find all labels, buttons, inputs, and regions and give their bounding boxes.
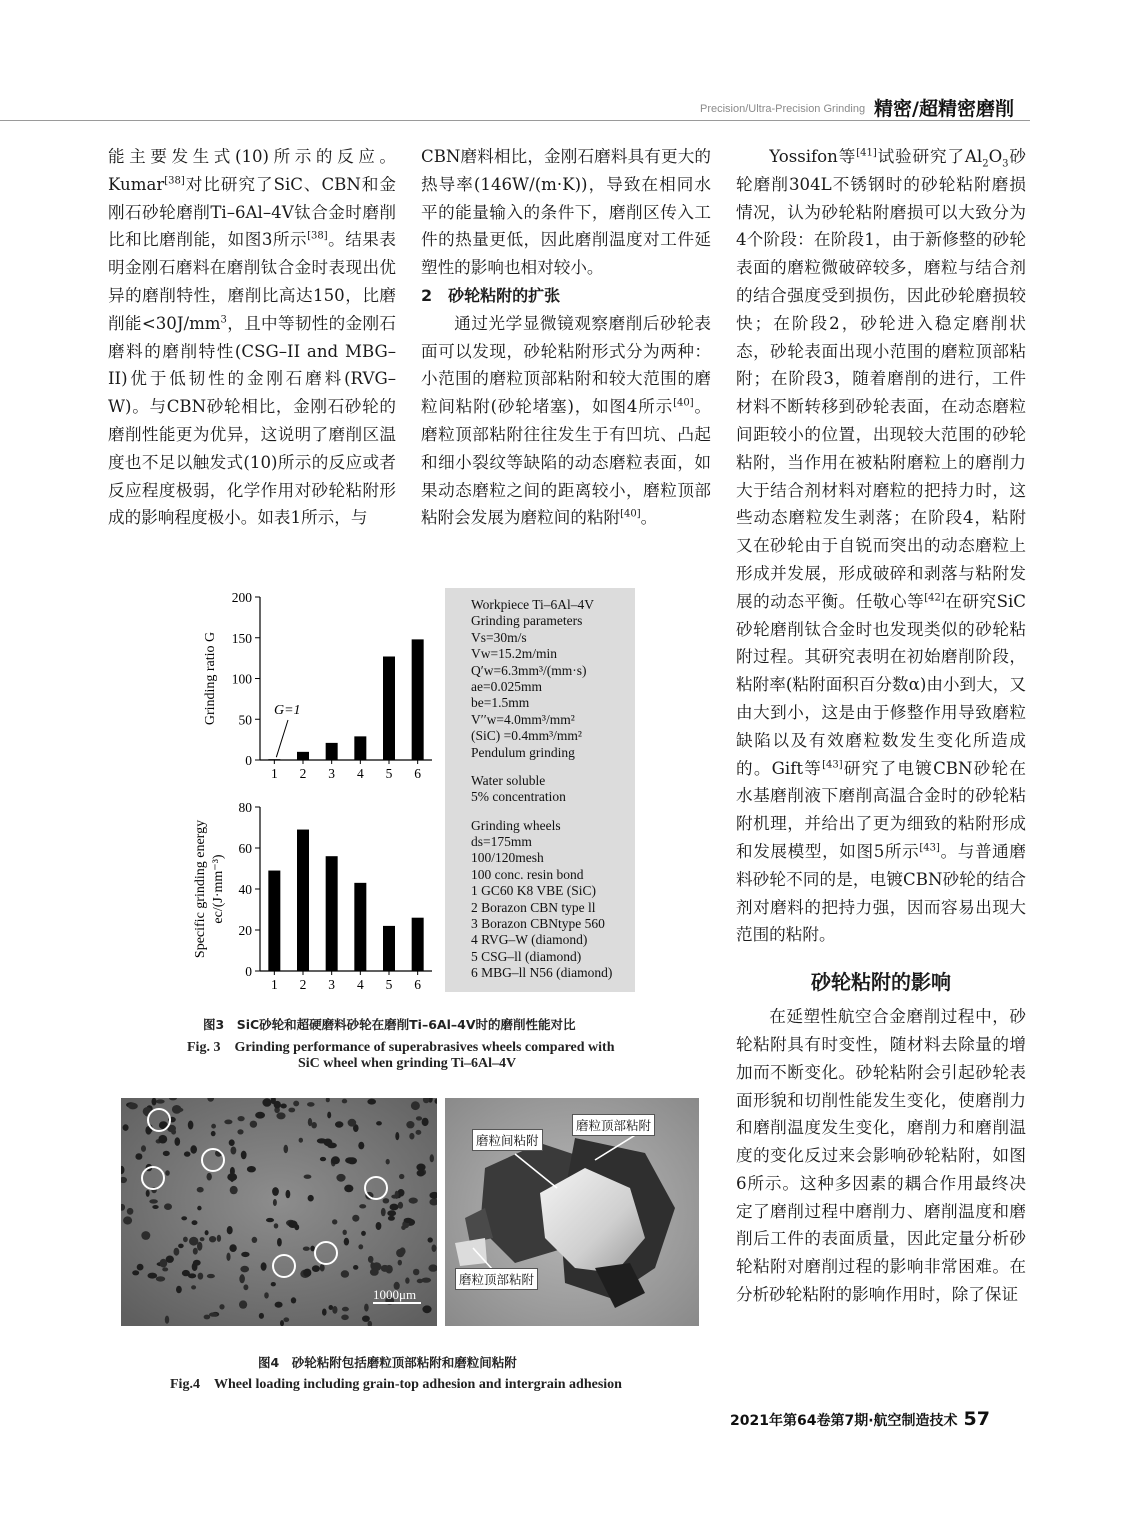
label-intergrain-adhesion: 磨粒间粘附 xyxy=(472,1129,543,1151)
annotation-pointer xyxy=(276,720,288,757)
scale-bar-label: 1000μm xyxy=(373,1287,417,1302)
legend-line: Vs=30m/s xyxy=(471,629,527,645)
legend-line: Grinding parameters xyxy=(471,613,583,629)
label-grain-top-adhesion: 磨粒顶部粘附 xyxy=(572,1114,655,1136)
x-tick-label: 5 xyxy=(385,977,393,992)
journal-issue: 2021年第64卷第7期·航空制造技术 xyxy=(730,1413,958,1429)
x-tick-label: 6 xyxy=(414,977,422,992)
x-tick-label: 2 xyxy=(299,977,307,992)
bar xyxy=(354,736,366,760)
bar xyxy=(412,639,424,760)
figure-4-caption-cn: 图4 砂轮粘附包括磨粒顶部粘附和磨粒间粘附 xyxy=(258,1355,517,1370)
section-heading-main: 砂轮粘附的影响 xyxy=(811,970,951,995)
bar xyxy=(297,752,309,760)
figure-3-caption-en-2: SiC wheel when grinding Ti–6Al–4V xyxy=(298,1056,517,1071)
legend-line: ae=0.025mm xyxy=(471,678,542,694)
legend-line xyxy=(471,761,612,773)
y-axis-label: Grinding ratio G xyxy=(203,631,218,726)
paragraph: 能主要发生式(10)所示的反应。Kumar[38]对比研究了SiC、CBN和金刚石砂轮磨削Ti–6Al–4V钛合金时磨削比和比磨削能，如图3所示[38]。结果表明金刚石磨料在磨削钛合金时表现出优异的磨削特性，磨削比高达150，比磨削能$<30J/mm^3$，且中等韧性的金刚石磨料的磨削特性(CSG–II and MBG–II)优于低韧性的金刚石磨料(RVG–W)。与CBN砂轮相比，金刚石砂轮的磨削性能更为优异，这说明了磨削区温度也不足以触发式(10)所示的反应或者反应程度极弱，化学作用对砂轮粘附形成的影响程度极小。如表1所示，与 xyxy=(108,147,396,528)
y-axis-label: Specific grinding energy xyxy=(193,819,208,959)
specific-energy-chart xyxy=(193,800,432,992)
section-heading-2: 2 砂轮粘附的扩张 xyxy=(421,285,561,305)
legend-line: Vw=15.2m/min xyxy=(471,646,557,662)
y-tick-label: 200 xyxy=(231,590,252,605)
figure-4-caption-en: Fig.4 Wheel loading including grain-top adhesion and intergrain adhesion xyxy=(170,1377,622,1392)
legend-line xyxy=(471,806,612,818)
legend-line: 100/120mesh xyxy=(471,850,544,866)
y-tick-label: 150 xyxy=(231,630,252,646)
x-tick-label: 1 xyxy=(270,977,278,992)
y-tick-label: 20 xyxy=(238,923,252,938)
paragraph: CBN磨料相比，金刚石磨料具有更大的热导率(146W/(m·K))，导致在相同水平的能量输入的条件下，磨削区传入工件的热量更低，因此磨削温度对工件延塑性的影响也相对较小。 xyxy=(421,147,711,278)
legend-line: ds=175mm xyxy=(471,834,532,850)
bar xyxy=(383,926,395,971)
x-tick-label: 4 xyxy=(356,977,364,992)
text-column-2 xyxy=(421,143,711,532)
x-tick-label: 4 xyxy=(356,766,364,781)
legend-line: Water soluble xyxy=(471,772,546,788)
paragraph: Yossifon等[41]试验研究了$Al_2O_3$砂轮磨削304L不锈钢时的砂轮粘附磨损情况，认为砂轮粘附磨损可以大致分为4个阶段：在阶段1，由于新修整的砂轮表面的磨粒微破碎较多，磨粒与结合剂的结合强度受到损伤，因此砂轮磨损较快；在阶段2，砂轮进入稳定磨削状态，砂轮表面出现小范围的磨粒顶部粘附；在阶段3，随着磨削的进行，工件材料不断转移到砂轮表面，在动态磨粒间距较小的位置，出现较大范围的砂轮粘附，当作用在被粘附磨粒上的磨削力大于结合剂材料对磨粒的把持力时，这些动态磨粒发生剥落；在阶段4，粘附又在砂轮由于自锐而突出的动态磨粒上形成并发展，形成破碎和剥落与粘附发展的动态平衡。任敬心等[42]在研究SiC砂轮磨削钛合金时也发现类似的砂轮粘附过程。其研究表明在初始磨削阶段，粘附率(粘附面积百分数α)由小到大，又由大到小，这是由于修整作用导致磨粒缺陷以及有效磨粒数发生变化所造成的。Gift等[43]研究了电镀CBN砂轮在水基磨削液下磨削高温合金时的砂轮粘附机理，并给出了更为细致的粘附形成和发展模型，如图5所示[43]。与普通磨料砂轮不同的是，电镀CBN砂轮的结合剂对磨料的把持力强，因而容易出现大范围的粘附。 xyxy=(736,147,1027,945)
bar xyxy=(268,871,280,971)
legend-line: V′′w=4.0mm³/mm² xyxy=(471,711,575,727)
bar xyxy=(297,830,309,971)
y-tick-label: 50 xyxy=(238,712,252,728)
paragraph: 在延塑性航空合金磨削过程中，砂轮粘附具有时变性，随材料去除量的增加而不断变化。砂轮粘附会引起砂轮表面形貌和切削性能发生变化，使磨削力和磨削温度发生变化，磨削力和磨削温度的变化反过来会影响砂轮粘附，如图6所示。这种多因素的耦合作用最终决定了磨削过程中磨削力、磨削温度和磨削后工件的表面质量，因此定量分析砂轮粘附对磨削过程的影响非常困难。在分析砂轮粘附的影响作用时，除了保证 xyxy=(736,1007,1026,1305)
bar xyxy=(412,918,424,971)
legend-line: 5% concentration xyxy=(471,789,566,805)
paragraph: 通过光学显微镜观察磨削后砂轮表面可以发现，砂轮粘附形式分为两种：小范围的磨粒顶部粘附和较大范围的磨粒间粘附(砂轮堵塞)，如图4所示[40]。磨粒顶部粘附往往发生于有凹坑、凸起和细小裂纹等缺陷的动态磨粒表面，如果动态磨粒之间的距离较小，磨粒顶部粘附会发展为磨粒间的粘附[40]。 xyxy=(421,313,711,528)
legend-line: be=1.5mm xyxy=(471,695,530,711)
chart-annotation: G=1 xyxy=(274,703,301,718)
micrograph-adhesion-closeup xyxy=(445,1098,699,1326)
x-tick-label: 3 xyxy=(328,977,336,992)
bar xyxy=(383,656,395,760)
running-header-cn: 精密/超精密磨削 xyxy=(874,98,1014,120)
legend-line: Grinding wheels xyxy=(471,817,561,833)
y-tick-label: 40 xyxy=(238,882,252,897)
header-rule xyxy=(0,120,1030,121)
figure-3-caption-en-1: Fig. 3 Grinding performance of superabrasives wheels compared with xyxy=(187,1040,615,1055)
page-footer xyxy=(730,1408,990,1430)
legend-line: 2 Borazon CBN type ll xyxy=(471,899,596,915)
legend-line: 4 RVG–W (diamond) xyxy=(471,932,588,948)
legend-line: Workpiece Ti–6Al–4V xyxy=(471,597,595,612)
micrograph-wheel-surface xyxy=(121,1098,437,1326)
legend-line: 1 GC60 K8 VBE (SiC) xyxy=(471,883,597,899)
legend-line: 3 Borazon CBNtype 560 xyxy=(471,916,605,932)
legend-line: 5 CSG–ll (diamond) xyxy=(471,948,582,964)
text-column-3 xyxy=(736,143,1026,1309)
y-axis-label: ec/(J·mm⁻³) xyxy=(211,854,226,924)
running-header-en: Precision/Ultra-Precision Grinding xyxy=(700,103,866,115)
legend-line: Q′w=6.3mm³/(mm·s) xyxy=(471,662,587,678)
bar xyxy=(326,743,338,760)
legend-line: 100 conc. resin bond xyxy=(471,866,584,882)
y-tick-label: 60 xyxy=(238,841,252,856)
bar xyxy=(268,759,280,760)
x-tick-label: 6 xyxy=(414,766,422,781)
label-grain-top-adhesion: 磨粒顶部粘附 xyxy=(455,1268,538,1290)
x-tick-label: 2 xyxy=(299,766,307,781)
bar xyxy=(354,883,366,971)
y-tick-label: 0 xyxy=(245,753,252,768)
text-column-1 xyxy=(108,143,396,532)
x-tick-label: 1 xyxy=(270,766,278,781)
page-number: 57 xyxy=(963,1408,990,1430)
figure-3-caption-cn: 图3 SiC砂轮和超硬磨料砂轮在磨削Ti–6Al–4V时的磨削性能对比 xyxy=(203,1017,576,1032)
x-tick-label: 3 xyxy=(328,766,336,781)
bar xyxy=(326,856,338,971)
y-tick-label: 80 xyxy=(238,800,252,815)
grinding-ratio-chart xyxy=(203,590,432,781)
legend-line: 6 MBG–ll N56 (diamond) xyxy=(471,965,613,981)
legend-line: Pendulum grinding xyxy=(471,744,575,760)
figure-3-legend xyxy=(471,597,612,982)
x-tick-label: 5 xyxy=(385,766,393,781)
legend-line: (SiC) =0.4mm³/mm² xyxy=(471,728,582,744)
y-tick-label: 100 xyxy=(231,671,252,687)
y-tick-label: 0 xyxy=(245,964,252,979)
